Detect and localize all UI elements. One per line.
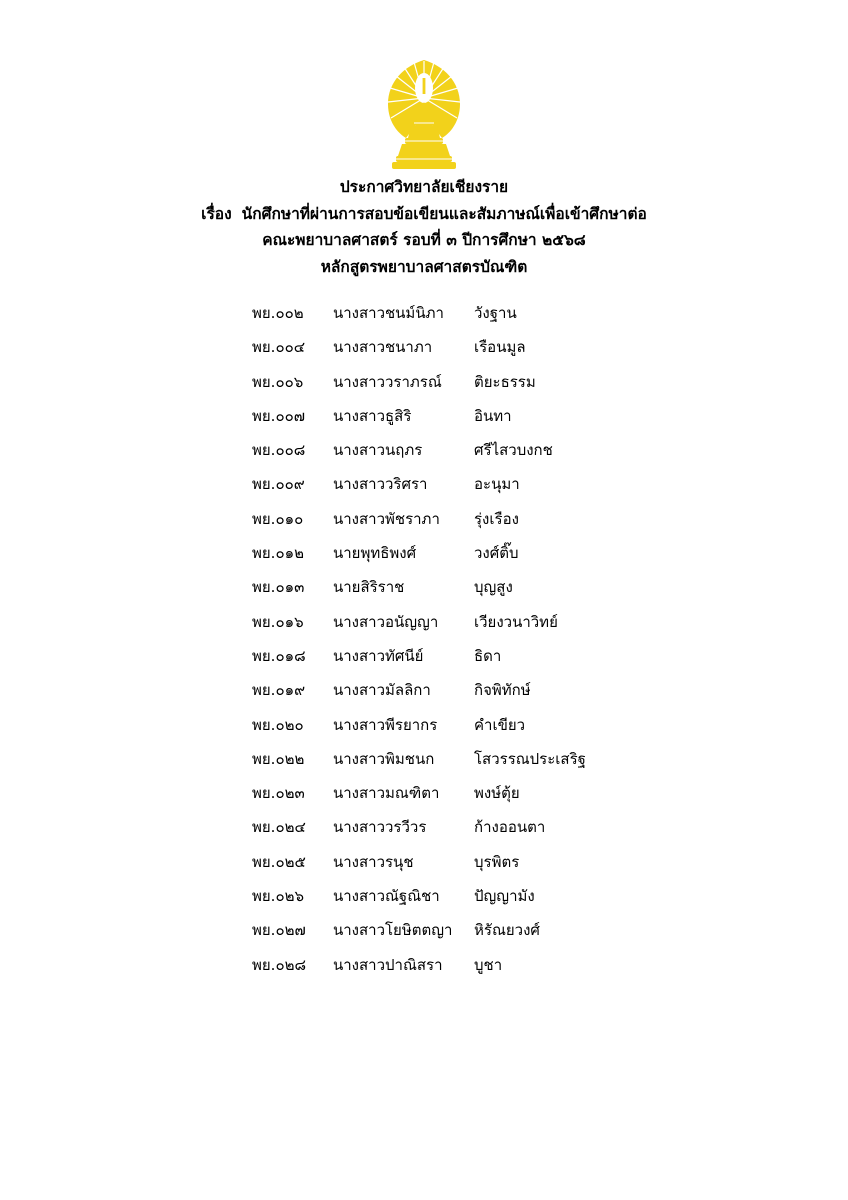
- student-code: พย.๐๒๕: [252, 852, 306, 871]
- student-last-name: ก้างออนตา: [474, 818, 546, 837]
- chiang-rai-rajabhat-emblem-icon: [384, 58, 464, 170]
- list-item: [0, 742, 848, 776]
- subject-text: นักศึกษาที่ผ่านการสอบข้อเขียนและสัมภาษณ์เพื่อเข้าศึกษาต่อ: [241, 204, 647, 223]
- list-item: [0, 810, 848, 844]
- student-code: พย.๐๑๓: [252, 578, 305, 597]
- list-item: [0, 948, 848, 982]
- program-name: หลักสูตรพยาบาลศาสตรบัณฑิต: [320, 257, 528, 276]
- student-code: พย.๐๑๐: [252, 509, 304, 528]
- student-last-name: อินทา: [474, 406, 512, 425]
- student-code: พย.๐๒๒: [252, 749, 305, 768]
- student-last-name: ปัญญามัง: [474, 887, 535, 906]
- student-first-name: นางสาวมัลลิกา: [333, 681, 431, 700]
- student-last-name: คำเขียว: [474, 715, 526, 734]
- list-item: [0, 399, 848, 433]
- student-code: พย.๐๑๖: [252, 612, 304, 631]
- student-last-name: วังฐาน: [474, 304, 517, 322]
- student-code: พย.๐๒๓: [252, 784, 305, 803]
- list-item: [0, 913, 848, 947]
- student-list: [0, 296, 848, 982]
- list-item: [0, 776, 848, 810]
- student-first-name: นางสาวชนม์นิภา: [333, 304, 444, 322]
- student-first-name: นางสาวอนัญญา: [333, 612, 439, 631]
- student-last-name: ติยะธรรม: [474, 372, 536, 391]
- student-first-name: นางสาวพีรยากร: [333, 715, 438, 734]
- list-item: [0, 433, 848, 467]
- student-last-name: ศรีไสวบงกช: [474, 441, 553, 460]
- student-first-name: นายสิริราช: [333, 578, 405, 597]
- student-first-name: นางสาวโยษิตตญา: [333, 921, 453, 940]
- list-item: [0, 330, 848, 364]
- student-code: พย.๐๐๙: [252, 475, 305, 494]
- student-code: พย.๐๑๒: [252, 544, 305, 563]
- list-item: [0, 365, 848, 399]
- student-code: พย.๐๒๗: [252, 921, 306, 940]
- student-code: พย.๐๐๒: [252, 304, 304, 322]
- student-first-name: นางสาวนฤภร: [333, 441, 423, 460]
- list-item: [0, 536, 848, 570]
- student-code: พย.๐๒๐: [252, 715, 304, 734]
- student-code: พย.๐๐๖: [252, 372, 304, 391]
- list-item: [0, 296, 848, 330]
- student-last-name: พงษ์ตุ้ย: [474, 784, 520, 803]
- student-last-name: กิจพิทักษ์: [474, 681, 531, 700]
- list-item: [0, 570, 848, 604]
- student-code: พย.๐๐๔: [252, 338, 306, 357]
- student-first-name: นางสาวพัชราภา: [333, 509, 440, 528]
- student-last-name: โสวรรณประเสริฐ: [474, 749, 586, 768]
- student-first-name: นางสาวพิมชนก: [333, 749, 435, 768]
- student-last-name: หิรัณยวงศ์: [474, 921, 540, 940]
- student-first-name: นางสาวณัฐณิชา: [333, 887, 440, 906]
- student-first-name: นางสาววรวีวร: [333, 818, 427, 837]
- student-code: พย.๐๒๔: [252, 818, 306, 837]
- student-first-name: นางสาวมณฑิตา: [333, 784, 440, 803]
- student-first-name: นางสาวชนาภา: [333, 338, 433, 357]
- student-code: พย.๐๒๖: [252, 887, 305, 906]
- list-item: [0, 708, 848, 742]
- list-item: [0, 639, 848, 673]
- student-code: พย.๐๑๙: [252, 681, 306, 700]
- faculty-round-year: คณะพยาบาลศาสตร์ รอบที่ ๓ ปีการศึกษา ๒๕๖๘: [262, 231, 586, 249]
- student-last-name: บุญสูง: [474, 578, 513, 597]
- announcement-subject: [0, 201, 848, 228]
- student-code: พย.๐๒๘: [252, 955, 307, 974]
- student-first-name: นางสาวทัศนีย์: [333, 646, 424, 665]
- list-item: [0, 605, 848, 639]
- list-item: [0, 467, 848, 501]
- student-first-name: นางสาวธูสิริ: [333, 406, 412, 425]
- student-first-name: นางสาววริศรา: [333, 475, 428, 494]
- student-last-name: ธิดา: [474, 646, 502, 665]
- list-item: [0, 879, 848, 913]
- student-last-name: รุ่งเรือง: [474, 509, 519, 528]
- student-first-name: นางสาวรนุช: [333, 852, 414, 871]
- student-last-name: บูชา: [474, 955, 503, 974]
- announcement-header: [0, 174, 848, 280]
- student-code: พย.๐๐๗: [252, 406, 306, 425]
- student-last-name: อะนุมา: [474, 475, 520, 494]
- list-item: [0, 845, 848, 879]
- student-code: พย.๐๑๘: [252, 646, 306, 665]
- list-item: [0, 502, 848, 536]
- student-last-name: บุรพิตร: [474, 852, 520, 871]
- student-first-name: นางสาววราภรณ์: [333, 372, 442, 391]
- announcement-title: ประกาศวิทยาลัยเชียงราย: [339, 178, 509, 196]
- list-item: [0, 673, 848, 707]
- student-last-name: เรือนมูล: [474, 338, 526, 357]
- student-code: พย.๐๐๘: [252, 441, 306, 460]
- subject-label: เรื่อง: [201, 204, 232, 223]
- student-first-name: นายพุทธิพงศ์: [333, 544, 417, 563]
- student-last-name: วงศ์ติ๊บ: [474, 544, 519, 563]
- student-first-name: นางสาวปาณิสรา: [333, 955, 443, 974]
- student-last-name: เวียงวนาวิทย์: [474, 612, 558, 631]
